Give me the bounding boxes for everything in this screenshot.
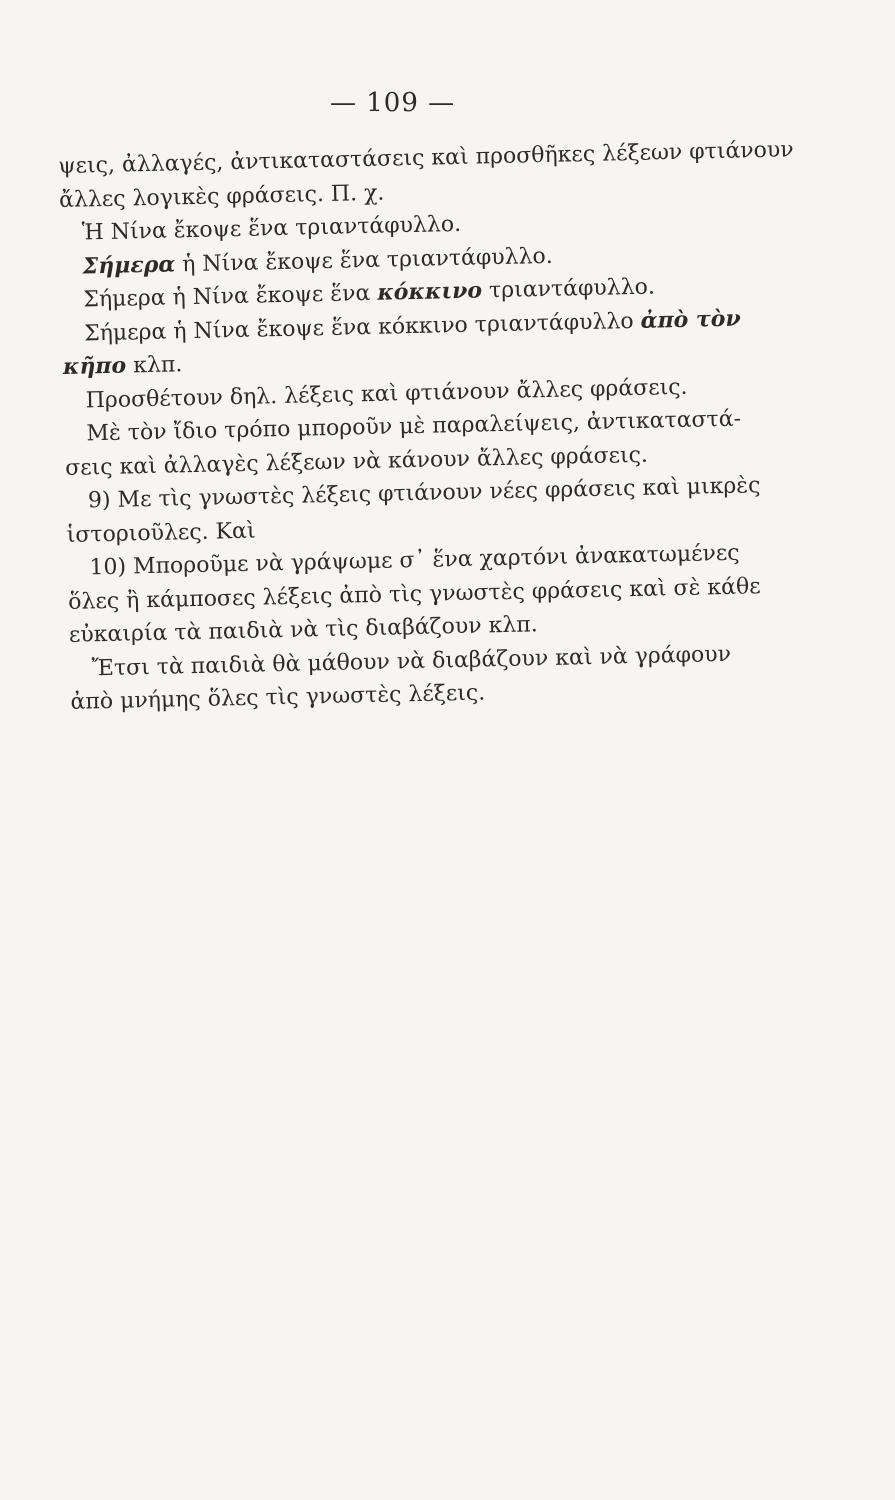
text-line: ψεις, ἀλλαγές, ἀντικαταστάσεις καὶ προσθῆκες λέξεων φτιάνουν bbox=[58, 137, 794, 179]
text-line: ἄλλες λογικὲς φράσεις. Π. χ. bbox=[58, 180, 385, 213]
text-run: τριαντάφυλλο. bbox=[481, 274, 656, 304]
emphasis-word: Σήμερα bbox=[82, 250, 176, 279]
text-run: Σήμερα ἡ Νίνα ἔκοψε ἕνα κόκκινο τριαντάφυλλο bbox=[83, 308, 641, 346]
text-line: εὐκαιρία τὰ παιδιὰ νὰ τὶς διαβάζουν κλπ. bbox=[68, 612, 538, 648]
text-run: ἡ Νίνα ἔκοψε ἕνα τριαντάφυλλο. bbox=[174, 243, 554, 277]
text-line: Προσθέτουν δηλ. λέξεις καὶ φτιάνουν ἄλλες φράσεις. bbox=[85, 374, 688, 413]
text-line: ἀπὸ μνήμης ὅλες τὶς γνωστὲς λέξεις. bbox=[70, 680, 486, 715]
text-line: σεις καὶ ἀλλαγὲς λέξεων νὰ κάνουν ἄλλες φράσεις. bbox=[64, 442, 649, 481]
text-line: 10) Μποροῦμε νὰ γράψωμε σ᾿ ἕνα χαρτόνι ἀνακατωμένες bbox=[89, 540, 740, 581]
emphasis-word: κόκκινο bbox=[376, 277, 483, 306]
text-run: κλπ. bbox=[125, 352, 183, 379]
emphasis-word: ἀπὸ τὸν bbox=[640, 305, 741, 334]
emphasis-word: κῆπο bbox=[62, 352, 127, 380]
text-line: Ἡ Νίνα ἔκοψε ἕνα τριαντάφυλλο. bbox=[81, 211, 462, 246]
text-line: Μὲ τὸν ἴδιο τρόπο μποροῦν μὲ παραλείψεις, ἀντικαταστά- bbox=[86, 406, 742, 447]
text-run: Σήμερα ἡ Νίνα ἔκοψε ἕνα bbox=[83, 280, 378, 313]
body-text bbox=[58, 134, 794, 720]
text-line: ἱστοριοῦλες. Καὶ bbox=[66, 518, 256, 548]
text-line: ὅλες ἢ κάμποσες λέξεις ἀπὸ τὶς γνωστὲς φράσεις καὶ σὲ κάθε bbox=[67, 573, 761, 615]
page-number: — 109 — bbox=[330, 88, 456, 118]
text-line: Ἔτσι τὰ παιδιὰ θὰ μάθουν νὰ διαβάζουν καὶ νὰ γράφουν bbox=[91, 641, 732, 681]
text-line: 9) Με τὶς γνωστὲς λέξεις φτιάνουν νέες φράσεις καὶ μικρὲς bbox=[87, 473, 761, 514]
